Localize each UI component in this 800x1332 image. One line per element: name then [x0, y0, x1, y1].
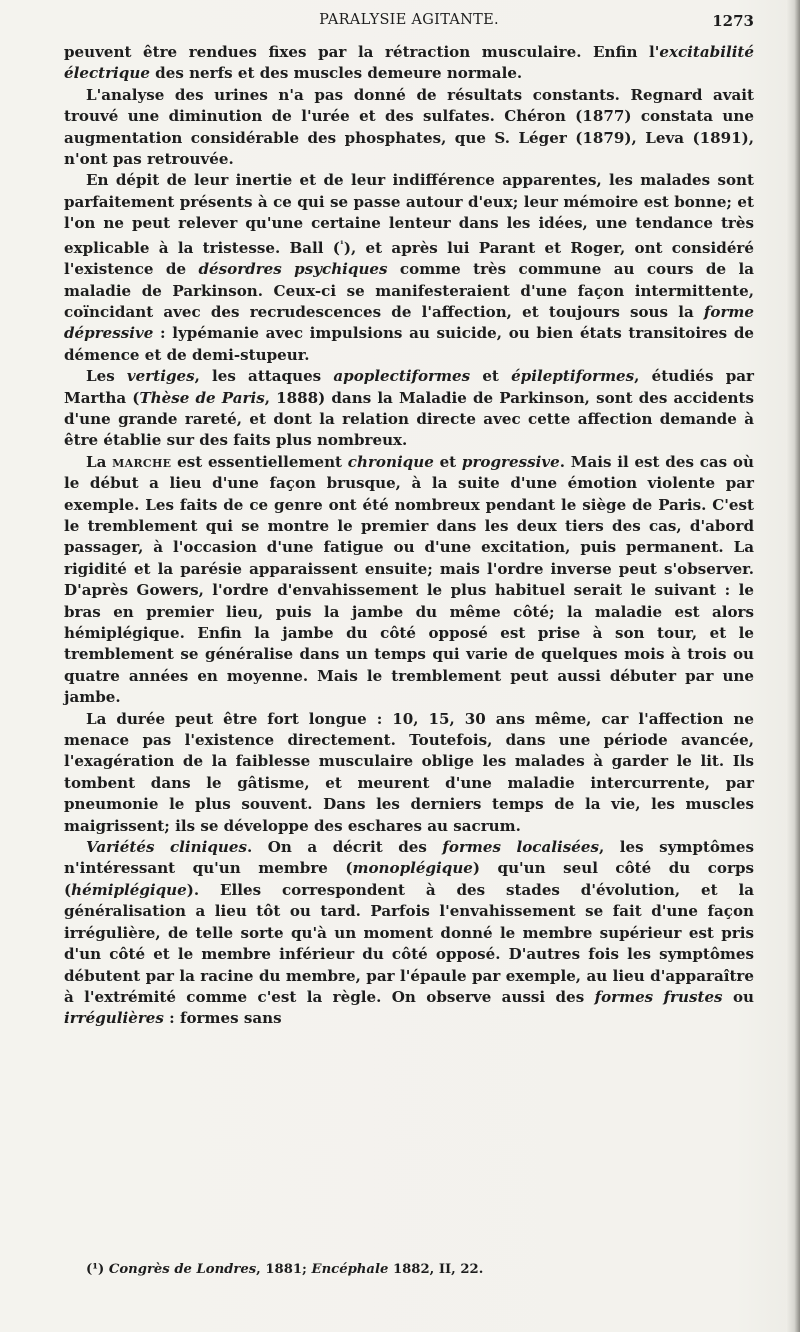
text-run: 1882, II, 22. [388, 1262, 484, 1277]
footnote-marker: (¹) [86, 1262, 105, 1277]
italic-term: Encéphale [311, 1262, 389, 1277]
italic-term: formes frustes [594, 987, 723, 1006]
text-run: ). Elles correspondent à des stades d'évolution, et la généralisation a lieu tôt ou tard. Parfois l'envahissement se fait d'une façon irrégulière, de telle sorte qu'à un moment donné le membre supérieur est pris d'un côté et le membre inférieur du côté opposé. D'autres fois les symptômes débutent par la racine du membre, par l'épaule par exemple, au lieu d'apparaître à l'extrémité comme c'est la règle. On observe aussi des [64, 880, 754, 1006]
text-run: En dépit de leur inertie et de leur indifférence apparentes, les malades sont parfaitement présents à ce qui se passe autour d'eux; leur mémoire est bonne; et l'on ne peut relever qu'une certaine lenteur dans les idées, une tendance très explicable à la tristesse. Ball ( [64, 171, 754, 257]
italic-term: progressive [461, 452, 560, 471]
page-edge [786, 0, 800, 1332]
italic-term: irrégulières [64, 1009, 164, 1028]
text-run: ) qu'un seul côté du corps ( [64, 859, 755, 899]
small-caps-term: marche [112, 452, 172, 471]
paragraph-6: La durée peut être fort longue : 10, 15, 30 ans même, car l'affection ne menace pas l'existence directement. Toutefois, dans une période avancée, l'exagération de la faiblesse musculaire oblige les malades à garder le lit. Ils tombent dans le gâtisme, et meurent d'une maladie intercurrente, par pneumonie le plus souvent. Dans les derniers temps de la vie, les muscles maigrissent; ils se développe des eschares au sacrum. [64, 709, 754, 835]
paragraph-1 [64, 42, 754, 85]
italic-term: Congrès de Londres [108, 1262, 257, 1277]
text-run: La [86, 452, 113, 471]
running-title: PARALYSIE AGITANTE. [319, 12, 499, 28]
text-run: et [470, 367, 512, 386]
text-run: : lypémanie avec impulsions au suicide, ou bien états transitoires de démence et de demi-stupeur. [64, 324, 754, 364]
page-header [64, 12, 754, 34]
text-run: Les [86, 367, 127, 386]
text-run: . Mais il est des cas où le début a lieu d'une façon brusque, à la suite d'une émotion violente par exemple. Les faits de ce genre ont été nombreux pendant le siège de Paris. C'est le tremblement qui se montre le premier dans les deux tiers des cas, d'abord passager, à l'occasion d'une fatigue ou d'une excitation, puis permanent. La rigidité et la parésie apparaissent ensuite; mais l'ordre inverse peut s'observer. D'après Gowers, l'ordre d'envahissement le plus habituel serait le suivant : le bras en premier lieu, puis la jambe du même côté; la maladie est alors hémiplégique. Enfin la jambe du côté opposé est prise à son tour, et le tremblement se généralise dans un temps qui varie de quelques mois à trois ou quatre années en moyenne. Mais le tremblement peut aussi débuter par une jambe. [64, 452, 754, 707]
footnote [86, 1261, 754, 1279]
italic-term: Variétés cliniques [86, 838, 247, 857]
text-run: comme très commune au cours de la maladie de Parkinson. Ceux-ci se manifesteraient d'une façon intermittente, coïncidant avec des recrudescences de l'affection, et toujours sous la [64, 260, 755, 321]
text-run: , 1881; [256, 1262, 312, 1277]
text-run: . On a décrit des [246, 838, 443, 857]
italic-term: hémiplégique [71, 880, 187, 899]
paragraph-5 [64, 452, 754, 709]
text-run: , les attaques [194, 367, 334, 386]
text-run: : formes sans [163, 1009, 282, 1028]
page-number: 1273 [712, 12, 754, 30]
italic-term: épileptiformes [511, 367, 635, 386]
paragraph-2: L'analyse des urines n'a pas donné de résultats constants. Regnard avait trouvé une diminution de l'urée et des sulfates. Chéron (1877) constata une augmentation considérable des phosphates, que S. Léger (1879), Leva (1891), n'ont pas retrouvée. [64, 85, 754, 169]
italic-term: formes localisées [442, 838, 599, 857]
text-run: , 1888) dans la Maladie de Parkinson, sont des accidents d'une grande rareté, et dont la relation directe avec cette affection demande à être établie sur des faits plus nombreux. [64, 388, 755, 450]
italic-term: apoplectiformes [333, 367, 471, 386]
text-run: est essentiellement [171, 452, 348, 471]
italic-term: vertiges [126, 367, 195, 386]
text-run: peuvent être rendues fixes par la rétraction musculaire. Enfin l' [64, 43, 660, 61]
footnote-reference: ¹ [339, 239, 344, 250]
text-run: , les symptômes n'intéressant qu'un membre ( [64, 838, 754, 878]
italic-term: désordres psychiques [198, 260, 388, 279]
body-text [64, 42, 754, 1030]
italic-term: excitabilité électrique [64, 43, 754, 83]
italic-term: Thèse de Paris [139, 388, 265, 407]
text-run: , étudiés par Martha ( [64, 367, 754, 407]
italic-term: monoplégique [352, 859, 473, 878]
paragraph-4 [64, 366, 754, 452]
text-run: et [433, 452, 462, 471]
paragraph-7 [64, 837, 754, 1030]
text-run: des nerfs et des muscles demeure normale. [149, 64, 523, 83]
italic-term: forme dépressive [64, 302, 754, 343]
italic-term: chronique [347, 452, 434, 471]
text-run: ), et après lui Parant et Roger, ont considéré l'existence de [64, 238, 754, 279]
paragraph-3 [64, 170, 754, 366]
text-run: ou [722, 987, 754, 1006]
